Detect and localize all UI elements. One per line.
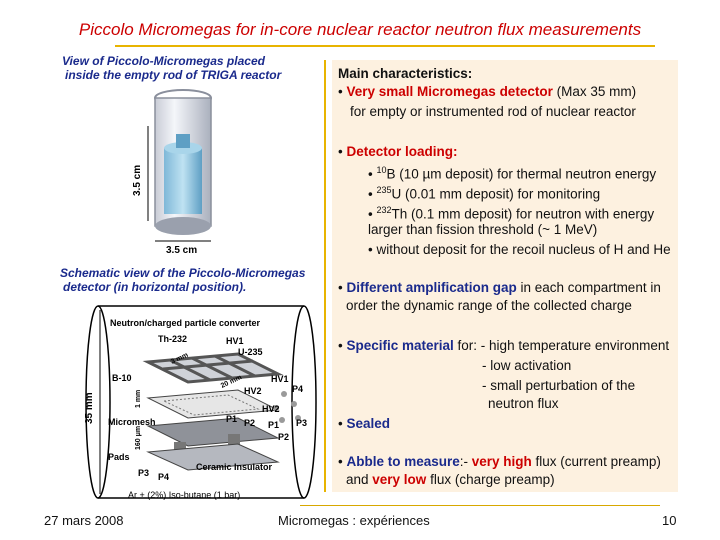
detector-schematic [78,302,324,502]
label-3mm: 3 mm [169,351,190,366]
slide-title: Piccolo Micromegas for in-core nuclear reactor neutron flux measurements [78,20,642,39]
line-low-activation: - low activation [482,358,572,373]
title-underline [115,45,655,47]
footer-rule [300,505,660,506]
bottom-caption-line-1: Schematic view of the Piccolo-Micromegas [60,266,306,280]
label-u235: U-235 [238,347,263,357]
height-label-35: 35 mm [84,392,95,424]
line-u235: • $^{235}$U (0.01 mm deposit) for monitoring [368,185,601,202]
width-label: 3.5 cm [166,245,198,256]
top-caption-line-1: View of Piccolo-Micromegas placed [62,54,265,68]
line-dynamic-range: order the dynamic range of the collected charge [346,298,632,313]
label-th232: Th-232 [158,334,188,344]
label-p3: P3 [138,468,150,478]
line-measure: • Abble to measure:- very high flux (current preamp) [338,454,661,469]
line-specific-material: • Specific material for: - high temperature environment [338,338,670,353]
label-p4: P4 [158,472,170,482]
label-ceramic: Ceramic Insulator [196,462,273,472]
top-caption [62,54,292,82]
label-converter: Neutron/charged particle converter [110,318,261,328]
line-recoil: • without deposit for the recoil nucleus of H and He [368,242,671,257]
line-detector-size: • Very small Micromegas detector (Max 35 mm) [338,84,637,99]
characteristics-panel [332,60,678,492]
label-hv1-right: HV1 [271,374,289,384]
label-160um: 160 μm [135,425,142,450]
line-threshold: larger than fission threshold (~ 1 MeV) [368,222,598,237]
top-caption-line-2: inside the empty rod of TRIGA reactor [65,68,282,82]
label-hv2: HV2 [244,386,262,396]
main-heading: Main characteristics: [338,66,473,81]
connector [176,134,190,148]
label-micromesh: Micromesh [108,417,156,427]
line-very-low: and very low flux (charge preamp) [346,472,555,487]
label-hv1: HV1 [226,336,244,346]
label-pads: Pads [108,452,130,462]
footer-date: 27 mars 2008 [44,513,124,528]
label-p3-right: P3 [296,418,308,428]
detector-core [164,148,202,214]
label-gas: Ar + (2%) Iso-butane (1 bar) [128,490,241,500]
label-p1: P1 [226,414,238,424]
label-p4-right: P4 [292,384,304,394]
line-small-perturbation: - small perturbation of the [482,378,636,393]
label-1mm: 1 mm [135,389,142,408]
line-th232: • $^{232}$Th (0.1 mm deposit) for neutron with energy [368,205,655,222]
footer-center: Micromegas : expériences [278,513,430,528]
line-neutron-flux: neutron flux [488,396,559,411]
label-p2: P2 [244,418,256,428]
line-amp-gap: • Different amplification gap in each compartment in [338,280,661,295]
label-hv2-right: HV2 [262,404,280,414]
line-rod-usage: for empty or instrumented rod of nuclear reactor [350,104,636,119]
label-b10: B-10 [112,373,132,383]
label-20mm: 20 mm [219,374,243,390]
bottom-caption [60,266,320,294]
panel-divider [324,60,326,492]
line-loading-heading: • Detector loading: [338,144,458,159]
label-p2-right: P2 [278,432,290,442]
detector-rod-illustration [128,86,238,256]
line-sealed: • Sealed [338,416,391,431]
label-p1-right: P1 [268,420,280,430]
line-b10: • $^{10}$B (10 µm deposit) for thermal neutron energy [368,165,657,182]
footer-page-number: 10 [662,513,677,528]
height-label: 3.5 cm [132,164,143,196]
bottom-caption-line-2: detector (in horizontal position). [63,280,247,294]
rod-bottom [155,217,211,235]
